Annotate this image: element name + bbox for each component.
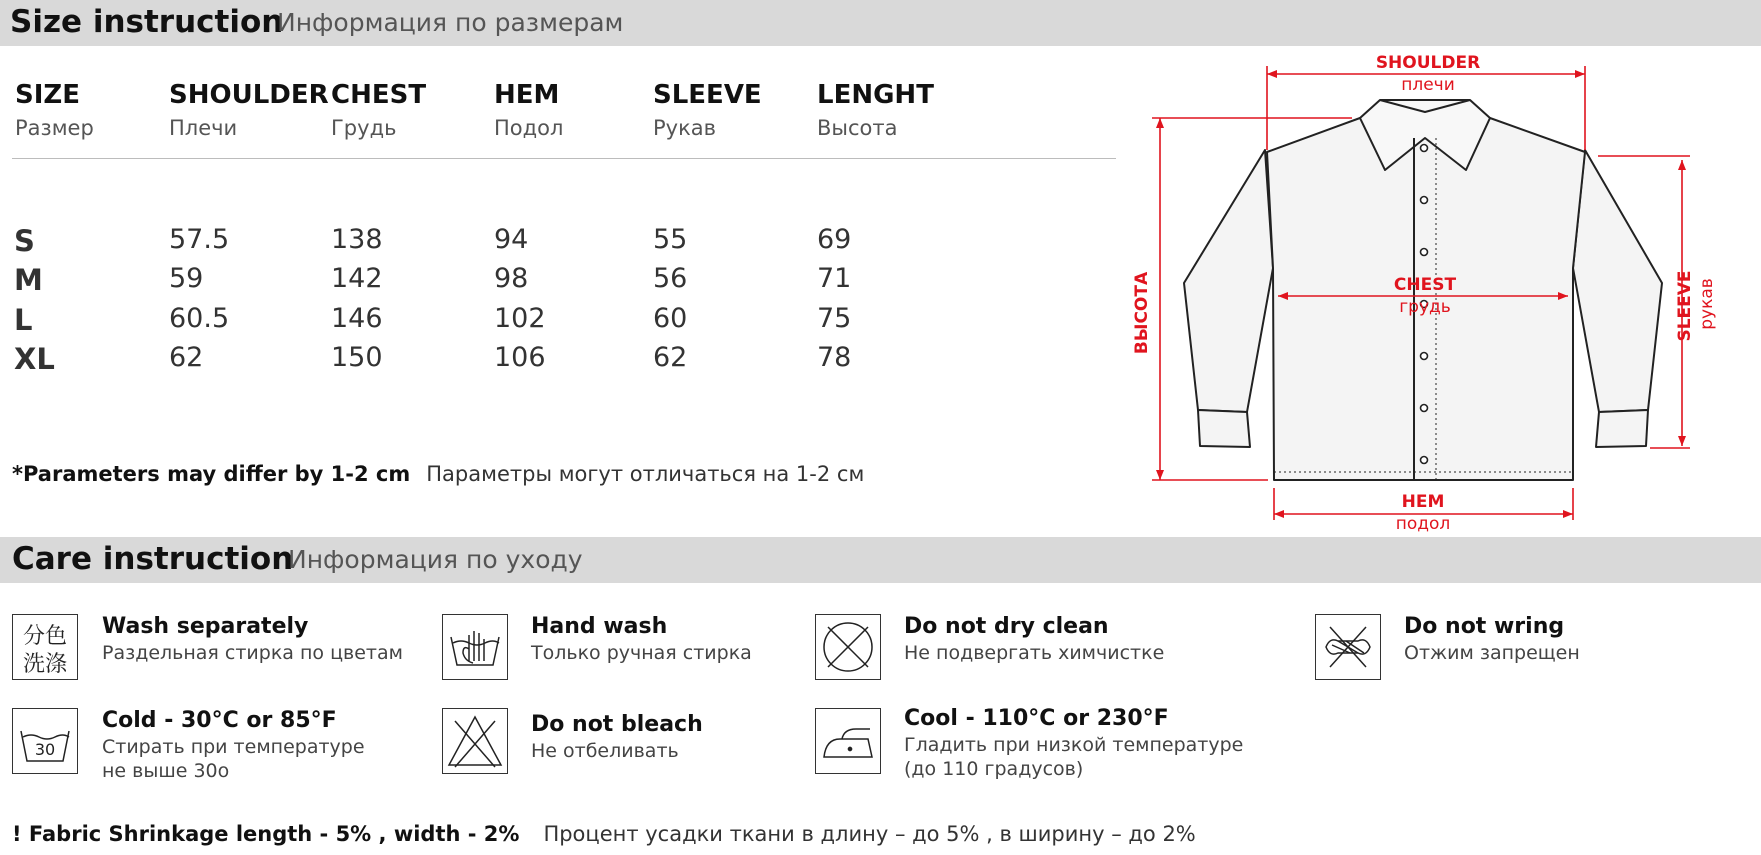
size-note-en: *Parameters may differ by 1-2 cm [12, 462, 411, 486]
sleeve-label-en: SLEEVE [1675, 270, 1695, 342]
shoulder-label-en: SHOULDER [1375, 53, 1481, 73]
shoulder-cell: 57.5 [169, 224, 230, 255]
hem-cell: 98 [494, 263, 529, 294]
column-header-ru: Подол [494, 116, 564, 140]
sleeve-cell: 56 [653, 263, 688, 294]
column-header-en: SLEEVE [653, 80, 762, 110]
shirt-diagram [1120, 46, 1761, 536]
care-subtitle-2: (до 110 градусов) [904, 758, 1084, 780]
care-text [531, 712, 703, 763]
column-header-ru: Плечи [169, 116, 238, 140]
care-text [531, 614, 752, 665]
no-bleach-icon [442, 708, 508, 774]
column-header-en: HEM [494, 80, 560, 110]
care-text [904, 614, 1164, 665]
care-text [1404, 614, 1580, 665]
sleeve-cell: 60 [653, 303, 688, 334]
column-header-en: SIZE [15, 80, 81, 110]
care-subtitle: Стирать при температуре [102, 736, 365, 758]
hand-wash-icon [442, 614, 508, 680]
wash-separately-icon [12, 614, 78, 680]
column-size [15, 80, 94, 140]
size-cell: XL [14, 342, 55, 376]
care-subtitle: Гладить при низкой температуре [904, 734, 1244, 756]
no-wring-icon [1315, 614, 1381, 680]
iron-low-icon [815, 708, 881, 774]
size-cell: S [14, 224, 35, 258]
care-title: Cold - 30°C or 85°F [102, 708, 337, 733]
shrinkage-ru: Процент усадки ткани в длину – до 5% , в ширину – до 2% [543, 822, 1196, 846]
column-header-ru: Размер [15, 116, 94, 140]
care-text [102, 614, 403, 665]
wash-30-icon [12, 708, 78, 774]
length-cell: 78 [817, 342, 852, 373]
care-title: Do not wring [1404, 614, 1565, 639]
column-sleeve [653, 80, 762, 140]
column-header-en: LENGHT [817, 80, 934, 110]
wash-separately-icon-text-1: 分色 [22, 624, 68, 649]
hem-label-ru: подол [1395, 514, 1451, 534]
size-section-title: Size instruction [10, 4, 284, 40]
care-title: Wash separately [102, 614, 309, 639]
sleeve-cell: 62 [653, 342, 688, 373]
hem-label-en: HEM [1401, 492, 1445, 512]
table-row [0, 224, 1000, 262]
chest-cell: 138 [331, 224, 383, 255]
chest-cell: 142 [331, 263, 383, 294]
shoulder-label-ru: плечи [1401, 75, 1455, 95]
column-chest [331, 80, 426, 140]
hem-cell: 102 [494, 303, 546, 334]
care-subtitle: Не подвергать химчистке [904, 642, 1165, 664]
care-section-title: Care instruction [12, 541, 294, 577]
length-cell: 69 [817, 224, 852, 255]
column-header-en: CHEST [331, 80, 427, 110]
care-section-subtitle: Информация по уходу [288, 545, 583, 574]
care-title: Cool - 110°C or 230°F [904, 706, 1169, 731]
column-header-ru: Грудь [331, 116, 397, 140]
size-section-header [0, 0, 1761, 46]
care-title: Do not bleach [531, 712, 703, 737]
care-section-header [0, 537, 1761, 583]
length-label-ru: ВЫСОТА [1132, 271, 1152, 355]
shoulder-cell: 59 [169, 263, 204, 294]
column-length [817, 80, 934, 140]
care-subtitle: Только ручная стирка [531, 642, 752, 664]
table-row [0, 263, 1000, 301]
care-text [102, 708, 365, 783]
column-shoulder [169, 80, 329, 140]
length-cell: 71 [817, 263, 852, 294]
care-subtitle: Раздельная стирка по цветам [102, 642, 403, 664]
length-cell: 75 [817, 303, 852, 334]
shoulder-cell: 60.5 [169, 303, 230, 334]
care-text [904, 706, 1243, 781]
sleeve-label-ru: рукав [1697, 278, 1717, 330]
column-header-en: SHOULDER [169, 80, 329, 110]
shrinkage-note [12, 822, 1196, 846]
size-note [12, 462, 864, 486]
chest-cell: 146 [331, 303, 383, 334]
column-header-ru: Рукав [653, 116, 717, 140]
size-cell: M [14, 263, 43, 297]
care-subtitle: Не отбеливать [531, 740, 679, 762]
chest-label-ru: грудь [1399, 297, 1451, 317]
sleeve-cell: 55 [653, 224, 688, 255]
care-subtitle: Отжим запрещен [1404, 642, 1580, 664]
column-hem [494, 80, 563, 140]
care-subtitle-2: не выше 30о [102, 760, 230, 782]
hem-cell: 106 [494, 342, 546, 373]
wash-30-icon-text: 30 [34, 740, 56, 759]
chest-cell: 150 [331, 342, 383, 373]
table-row [0, 303, 1000, 341]
size-cell: L [14, 303, 33, 337]
size-section-subtitle: Информация по размерам [277, 8, 624, 37]
wash-separately-icon-text-2: 洗涤 [22, 652, 68, 677]
shoulder-cell: 62 [169, 342, 204, 373]
shrinkage-en: ! Fabric Shrinkage length - 5% , width - 2% [12, 822, 520, 846]
table-row [0, 342, 1000, 380]
column-header-ru: Высота [817, 116, 898, 140]
chest-label-en: CHEST [1393, 275, 1457, 295]
size-note-ru: Параметры могут отличаться на 1-2 см [426, 462, 865, 486]
table-divider [12, 158, 1116, 159]
care-title: Hand wash [531, 614, 668, 639]
hem-cell: 94 [494, 224, 529, 255]
care-title: Do not dry clean [904, 614, 1109, 639]
no-dry-clean-icon [815, 614, 881, 680]
